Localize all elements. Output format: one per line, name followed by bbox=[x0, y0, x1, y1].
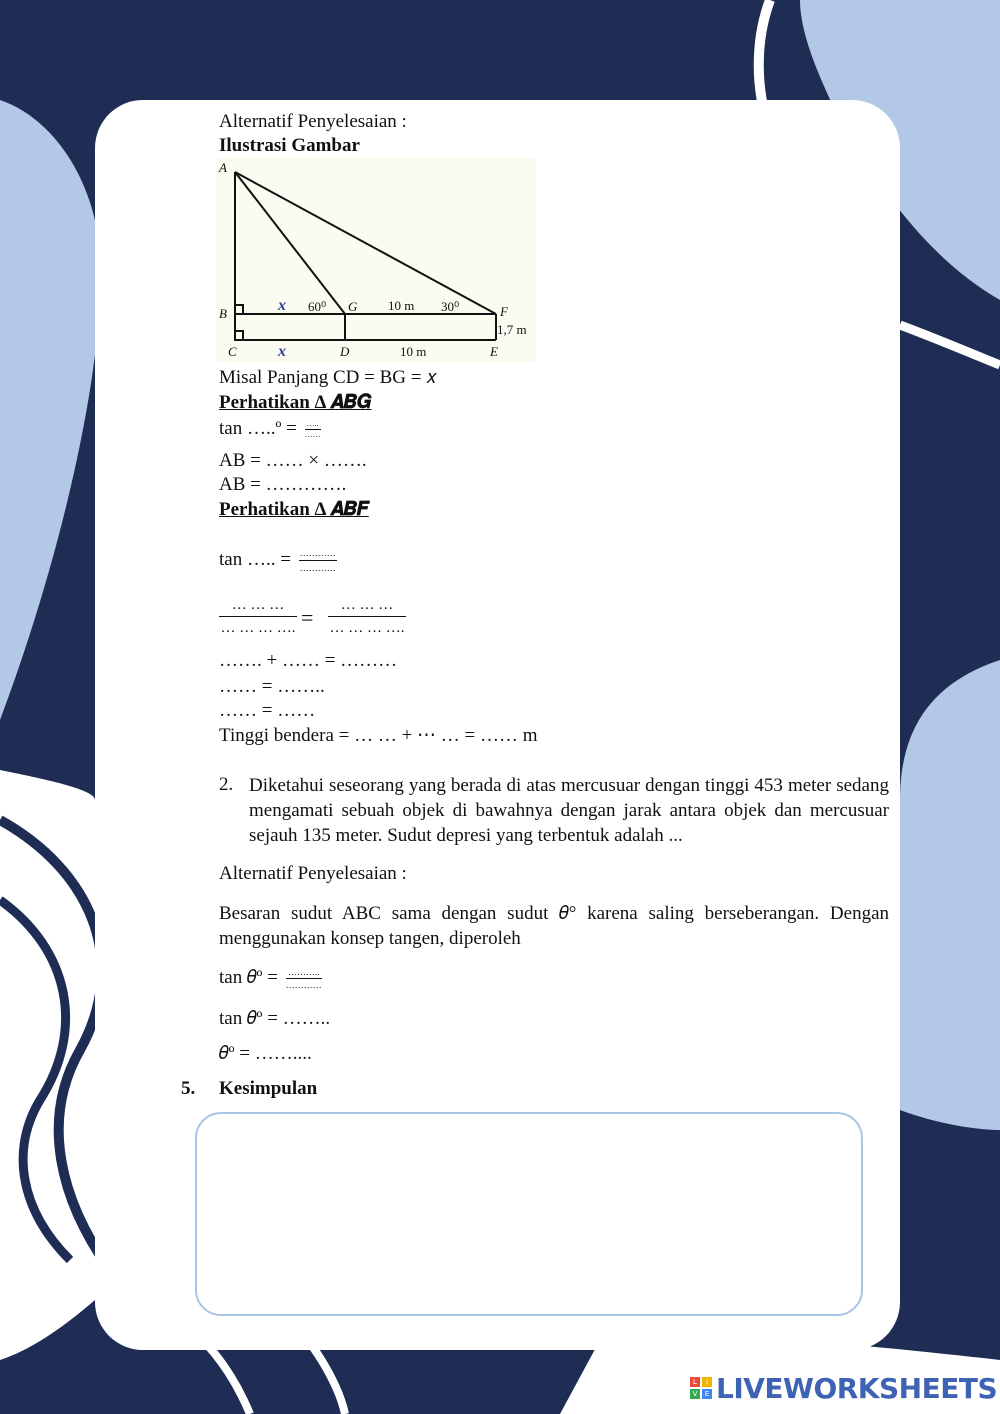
gf-length-label: 10 m bbox=[388, 298, 415, 313]
tan-abf-prefix: tan ….. = bbox=[219, 548, 291, 570]
tan-theta-fraction bbox=[286, 966, 322, 991]
tan-theta-denominator[interactable]: ………… bbox=[285, 980, 322, 991]
equation-line-2[interactable]: …… = …… bbox=[219, 700, 316, 721]
equation-right-denominator[interactable]: … … … …. bbox=[329, 620, 405, 636]
kesimpulan-answer-box[interactable] bbox=[195, 1112, 863, 1316]
tan-abf-fraction bbox=[299, 546, 337, 575]
tan-abf-denominator[interactable]: ………… bbox=[299, 563, 336, 573]
point-d-label: D bbox=[340, 344, 350, 359]
tan-theta-numerator[interactable]: ……….. bbox=[286, 966, 322, 979]
angle-g-label: 60⁰ bbox=[308, 299, 327, 314]
tan-abf-numerator[interactable]: ………… bbox=[299, 546, 337, 561]
question-2-solution-heading: Alternatif Penyelesaian : bbox=[219, 863, 407, 884]
equation-left-numerator[interactable]: … … … bbox=[219, 596, 297, 617]
section-5-title: Kesimpulan bbox=[219, 1078, 318, 1099]
equation-right-fraction bbox=[328, 596, 406, 637]
tan-abg-denominator[interactable]: …… bbox=[304, 430, 321, 440]
angle-f-label: 30⁰ bbox=[441, 299, 460, 314]
point-e-label: E bbox=[490, 344, 498, 359]
equation-equals: = bbox=[301, 605, 314, 630]
point-g-label: G bbox=[348, 299, 358, 314]
sum-line[interactable]: ……. + …… = ……… bbox=[219, 650, 398, 671]
de-length-label: 10 m bbox=[400, 344, 427, 359]
triangle-illustration bbox=[216, 158, 536, 362]
theta-value-line[interactable]: 𝜃º = …….... bbox=[219, 1043, 312, 1064]
x-label-bottom: x bbox=[278, 343, 286, 360]
tan-abg-numerator[interactable]: ….. bbox=[306, 419, 319, 429]
equation-left-fraction bbox=[219, 596, 297, 637]
tan-theta-line bbox=[219, 966, 322, 991]
ab-line-1[interactable]: AB = …… × ……. bbox=[219, 450, 367, 471]
tinggi-bendera-line[interactable]: Tinggi bendera = … … + ⋯ … = …… m bbox=[219, 725, 538, 746]
point-f-label: F bbox=[500, 304, 508, 319]
point-b-label: B bbox=[219, 306, 227, 321]
logo-letter-l: L bbox=[690, 1377, 700, 1387]
tan-theta-value-line[interactable]: tan 𝜃º = …….. bbox=[219, 1008, 331, 1029]
tan-abg-line bbox=[219, 417, 321, 441]
question-2-text: Diketahui seseorang yang berada di atas mercusuar dengan tinggi 453 meter sedang mengamati sebuah objek di bawahnya dengan jarak antara objek dan mercusuar sejauh 135 meter. Sudut depresi yang terbentuk adalah ... bbox=[249, 775, 889, 846]
point-c-label: C bbox=[228, 344, 237, 359]
liveworksheets-logo bbox=[690, 1372, 997, 1404]
question-2-explanation: Besaran sudut ABC sama dengan sudut 𝜃° karena saling berseberangan. Dengan menggunakan konsep tangen, diperoleh bbox=[219, 903, 889, 949]
illustration-title: Ilustrasi Gambar bbox=[219, 135, 360, 156]
logo-letter-v: V bbox=[690, 1389, 700, 1399]
tan-theta-prefix: tan 𝜃º = bbox=[219, 967, 278, 988]
logo-letter-i: I bbox=[702, 1377, 712, 1387]
equation-line-1[interactable]: …… = …….. bbox=[219, 676, 325, 697]
logo-mark-icon bbox=[690, 1377, 712, 1399]
tan-abg-fraction bbox=[305, 419, 321, 440]
logo-text: LIVEWORKSHEETS bbox=[716, 1371, 998, 1405]
section-5-number: 5. bbox=[181, 1078, 196, 1099]
x-label-top: x bbox=[278, 297, 286, 314]
perhatikan-abf: Perhatikan Δ 𝑨𝑩𝑭 bbox=[219, 499, 369, 520]
point-a-label: A bbox=[219, 160, 227, 175]
equation-right-numerator[interactable]: … … … bbox=[328, 596, 406, 617]
misal-line: Misal Panjang CD = BG = 𝑥 bbox=[219, 367, 437, 388]
ab-line-2[interactable]: AB = …………. bbox=[219, 474, 347, 495]
logo-letter-e: E bbox=[702, 1389, 712, 1399]
tan-abg-prefix: tan …..º = bbox=[219, 418, 297, 439]
tan-abf-line bbox=[219, 546, 337, 575]
height-label: 1,7 m bbox=[497, 322, 527, 337]
solution-heading: Alternatif Penyelesaian : bbox=[219, 111, 407, 132]
equation-left-denominator[interactable]: … … … …. bbox=[220, 620, 296, 636]
perhatikan-abg: Perhatikan Δ 𝑨𝑩𝑮 bbox=[219, 392, 372, 413]
question-2-number: 2. bbox=[219, 774, 234, 795]
